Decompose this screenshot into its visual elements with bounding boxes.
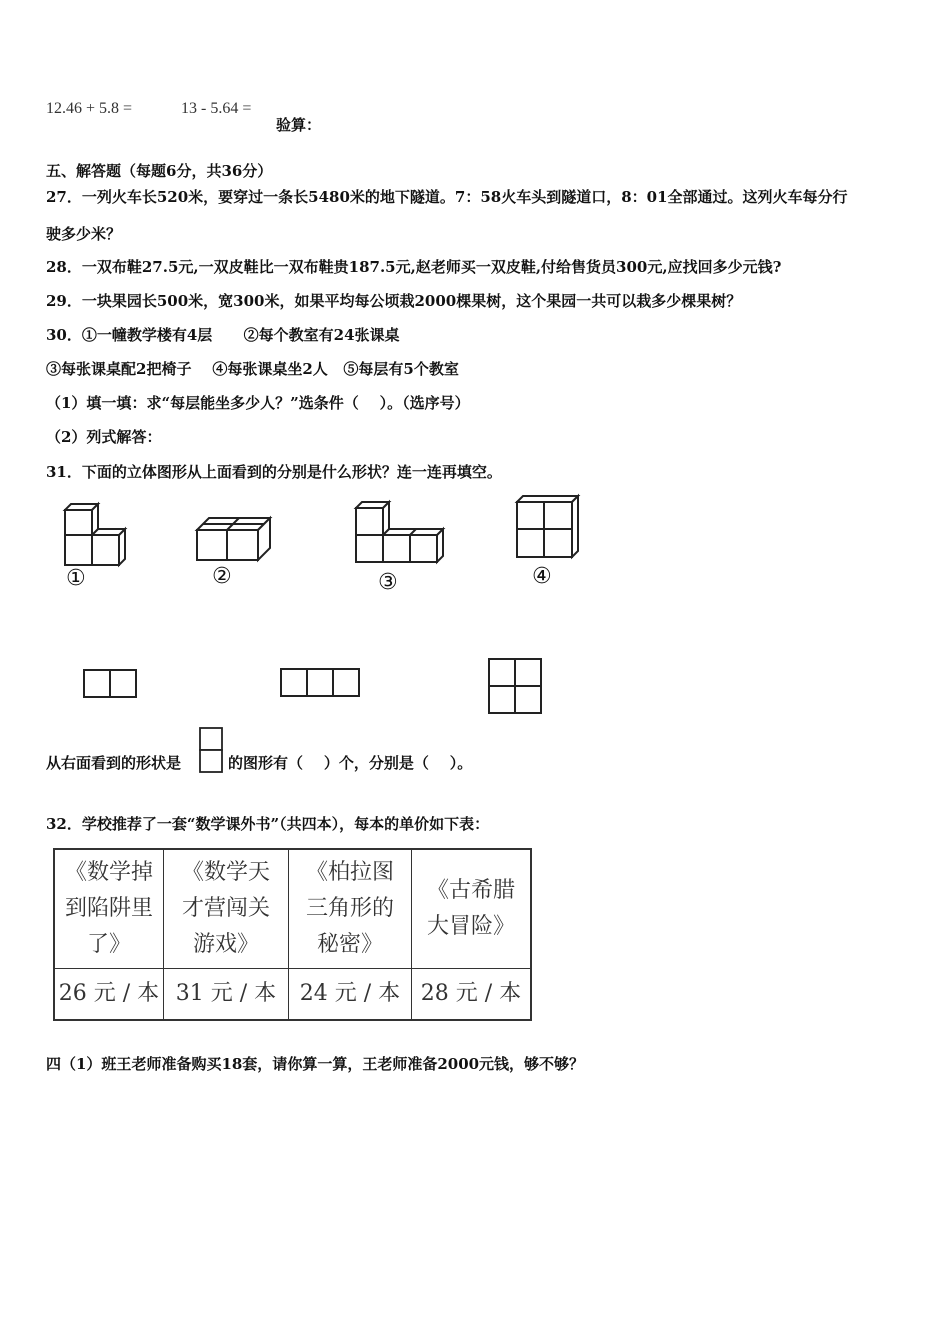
question-32: 32．学校推荐了一套“数学课外书”（共四本），每本的单价如下表： [46,815,490,833]
book-1-name-line-1: 《数学掉 [64,860,153,885]
book-2-price: 31 元 / 本 [164,969,289,1021]
calc-expr-2: 13 - 5.64 = [181,100,252,117]
book-1-name-line-3: 了》 [86,932,131,957]
question-30-sub-1: （1）填一填：求“每层能坐多少人？”选条件（ ）。（选序号） [46,394,470,412]
question-30-sub-2: （2）列式解答： [46,428,162,446]
figure-label-3: ③ [378,570,398,595]
top-view-two-squares [82,668,138,700]
book-3-name-line-1: 《柏拉图 [305,860,394,885]
book-price-table [53,848,532,1021]
right-view-shape [198,726,226,776]
top-view-four-squares [487,657,545,717]
question-30-line-2: ③每张课桌配2把椅子 ④每张课桌坐2人 ⑤每层有5个教室 [46,360,459,378]
question-31-answer-before: 从右面看到的形状是 [46,754,182,772]
book-name-cell [289,849,412,969]
cube-figure-2 [192,510,272,565]
cube-figure-3 [351,495,451,567]
verify-label: 验算： [276,116,322,134]
book-2-name-line-1: 《数学天 [181,860,270,885]
top-view-three-squares [279,667,363,699]
figure-label-2: ② [212,564,232,589]
question-27-line-2: 驶多少米？ [46,225,122,243]
book-name-cell [412,849,532,969]
cube-figure-4 [512,492,582,562]
book-2-name-line-2: 才营闯关 [181,896,270,921]
question-29: 29．一块果园长500米，宽300米，如果平均每公顷栽2000棵果树，这个果园一共可以栽多少棵果树？ [46,292,742,310]
book-name-cell [54,849,164,969]
calc-expr-1: 12.46 + 5.8 = [46,100,133,117]
question-28: 28．一双布鞋27.5元,一双皮鞋比一双布鞋贵187.5元,赵老师买一双皮鞋,付给售货员300元,应找回多少元钱? [46,258,782,276]
question-27-line-1: 27．一列火车长520米，要穿过一条长5480米的地下隧道。7：58火车头到隧道口，8：01全部通过。这列火车每分行 [46,188,848,206]
book-3-name-line-2: 三角形的 [305,896,394,921]
figure-label-4: ④ [532,564,552,589]
question-30-line-1: 30．①一幢教学楼有4层 ②每个教室有24张课桌 [46,326,400,344]
book-2-name-line-3: 游戏》 [192,932,259,957]
question-31: 31．下面的立体图形从上面看到的分别是什么形状？连一连再填空。 [46,463,502,481]
book-name-cell [164,849,289,969]
book-1-name-line-2: 到陷阱里 [64,896,153,921]
book-1-price: 26 元 / 本 [54,969,164,1021]
book-3-price: 24 元 / 本 [289,969,412,1021]
book-4-name-line-2: 大冒险》 [426,914,515,939]
cube-figure-1 [60,500,130,570]
book-4-price: 28 元 / 本 [412,969,532,1021]
question-32-followup: 四（1）班王老师准备购买18套，请你算一算，王老师准备2000元钱，够不够？ [46,1055,585,1073]
question-31-answer-after: 的图形有（ ）个，分别是（ ）。 [228,754,473,772]
section-heading: 五、解答题（每题6分，共36分） [46,162,273,180]
book-3-name-line-3: 秘密》 [316,932,383,957]
figure-label-1: ① [66,566,86,591]
book-4-name-line-1: 《古希腊 [426,878,515,903]
